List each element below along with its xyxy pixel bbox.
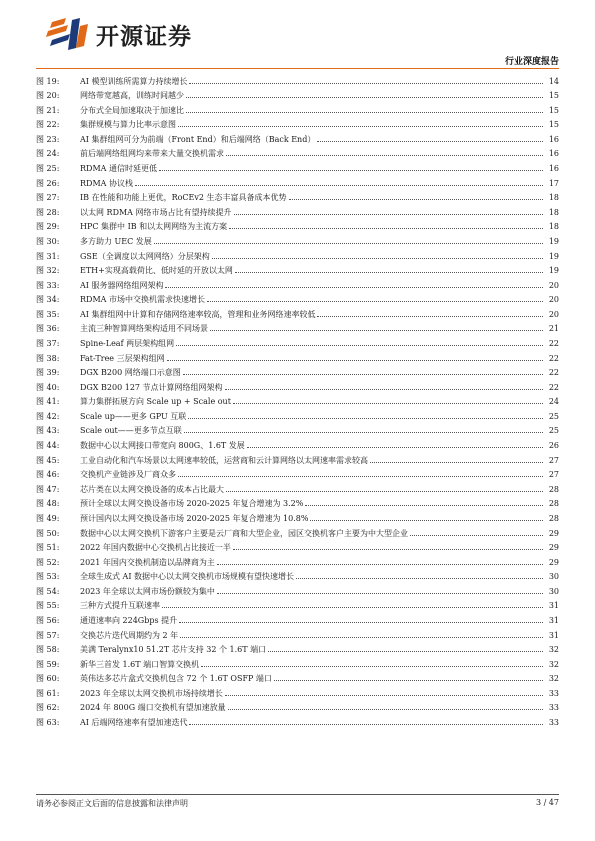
figure-number: 图 40: [36,382,60,392]
toc-entry[interactable] [36,670,559,685]
toc-entry[interactable] [36,262,559,277]
toc-entry[interactable] [36,276,559,291]
figure-number: 图 60: [36,674,60,684]
figure-number: 图 62: [36,703,60,713]
figure-page-number: 33 [548,718,559,728]
figure-page-number: 25 [548,426,559,436]
figure-number: 图 33: [36,280,60,290]
figure-title: 预计国内以太网交换设备市场 2020-2025 年复合增速为 10.8% [80,513,309,523]
report-type-label: 行业深度报告 [504,57,559,67]
figure-title: 算力集群拓展方向 Scale up + Scale out [80,397,231,407]
toc-entry[interactable] [36,699,559,714]
figure-number: 图 41: [36,397,60,407]
figure-title: 以太网 RDMA 网络市场占比有望持续提升 [80,207,232,217]
toc-entry[interactable] [36,87,559,102]
figure-page-number: 31 [548,615,559,625]
figure-title: 数据中心以太网交换机下游客户主要是云厂商和大型企业，园区交换机客户主要为中大型企业 [80,528,408,538]
toc-entry[interactable] [36,466,559,481]
toc-entry[interactable] [36,334,559,349]
toc-entry[interactable] [36,655,559,670]
figure-title: 集群规模与算力比率示意图 [80,120,176,130]
dot-leader [135,185,543,186]
toc-entry[interactable] [36,436,559,451]
figure-title: 多方助力 UEC 发展 [80,236,152,246]
dot-leader [179,622,543,623]
dot-leader [268,651,543,652]
dot-leader [186,97,543,98]
dot-leader [228,709,543,710]
toc-entry[interactable] [36,626,559,641]
figure-page-number: 31 [548,601,559,611]
toc-entry[interactable] [36,597,559,612]
figure-page-number: 28 [548,513,559,523]
figure-title: 预计全球以太网交换设备市场 2020-2025 年复合增速为 3.2% [80,499,304,509]
dot-leader [310,520,543,521]
figure-page-number: 15 [548,105,559,115]
toc-entry[interactable] [36,364,559,379]
toc-entry[interactable] [36,480,559,495]
dot-leader [317,141,543,142]
figure-number: 图 45: [36,455,60,465]
figure-title: HPC 集群中 IB 和以太网网络为主流方案 [80,222,228,232]
figure-number: 图 29: [36,222,60,232]
dot-leader [176,345,543,346]
figure-page-number: 20 [548,280,559,290]
kaiyuan-logo [46,16,192,52]
figure-page-number: 20 [548,309,559,319]
figure-page-number: 14 [548,76,559,86]
dot-leader [178,476,543,477]
figure-title: 全球生成式 AI 数据中心以太网交换机市场规模有望快速增长 [80,572,295,582]
toc-entry[interactable] [36,393,559,408]
toc-entry[interactable] [36,305,559,320]
figure-page-number: 31 [548,630,559,640]
toc-entry[interactable] [36,713,559,728]
toc-entry[interactable] [36,684,559,699]
figure-title: RDMA 协议栈 [80,178,133,188]
figure-title: 美满 Teralynx10 51.2T 芯片支持 32 个 1.6T 端口 [80,645,267,655]
figure-number: 图 37: [36,338,60,348]
figure-number: 图 20: [36,91,60,101]
figure-number: 图 54: [36,586,60,596]
figure-page-number: 18 [548,207,559,217]
figure-number: 图 58: [36,645,60,655]
toc-entry[interactable] [36,611,559,626]
figure-number: 图 63: [36,718,60,728]
dot-leader [305,505,543,506]
toc-entry[interactable] [36,189,559,204]
dot-leader [186,112,543,113]
figure-title: IB 在性能和功能上更优，RoCEv2 生态丰富具备成本优势 [80,193,287,203]
figure-title: 数据中心以太网接口带宽向 800G、1.6T 发展 [80,441,245,451]
toc-entry[interactable] [36,247,559,262]
dot-leader [317,316,543,317]
dot-leader [184,432,543,433]
figure-title: AI 集群组网可分为前端（Front End）和后端网络（Back End） [80,134,316,144]
dot-leader [189,83,543,84]
toc-entry[interactable] [36,320,559,335]
figure-title: 前后端网络组网均来带来大量交换机需求 [80,149,224,159]
footer-disclaimer: 请务必参阅正文后面的信息披露和法律声明 [36,799,188,808]
figure-number: 图 49: [36,513,60,523]
figure-number: 图 22: [36,120,60,130]
figure-number: 图 47: [36,484,60,494]
figure-page-number: 18 [548,193,559,203]
figure-number: 图 30: [36,236,60,246]
dot-leader [234,214,544,215]
figure-page-number: 32 [548,659,559,669]
toc-entry[interactable] [36,159,559,174]
figure-number: 图 44: [36,441,60,451]
figure-title: Scale up——更多 GPU 互联 [80,411,187,421]
figure-number: 图 26: [36,178,60,188]
figure-page-number: 16 [548,149,559,159]
figure-number: 图 48: [36,499,60,509]
figure-page-number: 28 [548,499,559,509]
dot-leader [289,199,543,200]
figure-page-number: 22 [548,382,559,392]
figure-title: 2022 年国内数据中心交换机占比接近一半 [80,543,231,553]
toc-entry[interactable] [36,291,559,306]
figure-page-number: 29 [548,557,559,567]
figure-page-number: 17 [548,178,559,188]
figure-page-number: 30 [548,586,559,596]
figure-page-number: 16 [548,134,559,144]
kaiyuan-logo-icon [46,16,90,52]
dot-leader [159,170,543,171]
figure-number: 图 56: [36,615,60,625]
toc-entry[interactable] [36,539,559,554]
figure-title: 主流三种智算网络架构适用不同场景 [80,324,208,334]
figure-number: 图 51: [36,543,60,553]
figure-page-number: 21 [548,324,559,334]
toc-entry[interactable] [36,145,559,160]
figure-page-number: 32 [548,645,559,655]
toc-entry[interactable] [36,378,559,393]
figure-title: ETH+实现高载荷比、低时延的开放以太网 [80,266,233,276]
toc-entry[interactable] [36,509,559,524]
figure-number: 图 38: [36,353,60,363]
figure-title: Scale out——更多节点互联 [80,426,182,436]
figure-number: 图 27: [36,193,60,203]
toc-entry[interactable] [36,203,559,218]
figure-title: AI 后端网络速率有望加速迭代 [80,718,188,728]
dot-leader [235,272,543,273]
figure-number: 图 52: [36,557,60,567]
dot-leader [217,564,543,565]
figure-title: 工业自动化和汽车场景以太网速率较低，运营商和云计算网络以太网速率需求较高 [80,455,368,465]
figure-number: 图 53: [36,572,60,582]
figure-page-number: 26 [548,441,559,451]
dot-leader [226,491,543,492]
toc-entry[interactable] [36,568,559,583]
figure-title: 交换机产业链涉及厂商众多 [80,470,176,480]
figure-number: 图 42: [36,411,60,421]
figure-page-number: 33 [548,703,559,713]
page-number: 3 / 47 [535,798,559,807]
figure-number: 图 32: [36,266,60,276]
dot-leader [233,403,543,404]
figure-number: 图 39: [36,368,60,378]
toc-entry[interactable] [36,641,559,656]
dot-leader [233,549,543,550]
figure-page-number: 15 [548,91,559,101]
logo-text: 开源证券 [96,23,192,50]
figure-page-number: 16 [548,164,559,174]
figure-page-number: 24 [548,397,559,407]
figure-title: AI 集群组网中计算和存储网络速率较高，管理和业务网络速率较低 [80,309,316,319]
figure-number: 图 23: [36,134,60,144]
dot-leader [207,301,543,302]
toc-entry[interactable] [36,553,559,568]
figure-page-number: 22 [548,368,559,378]
figure-title: AI 模型训练所需算力持续增长 [80,76,188,86]
figure-page-number: 33 [548,688,559,698]
figure-title: 芯片类在以太网交换设备的成本占比最大 [80,484,224,494]
toc-entry[interactable] [36,451,559,466]
figure-number: 图 59: [36,659,60,669]
figure-title: AI 服务器网络组网架构 [80,280,164,290]
toc-entry[interactable] [36,495,559,510]
figure-title: GSE（全调度以太网网络）分层架构 [80,251,210,261]
dot-leader [180,637,543,638]
dot-leader [274,680,543,681]
figure-title: DGX B200 网络端口示意图 [80,368,181,378]
toc-entry[interactable] [36,422,559,437]
figure-page-number: 19 [548,251,559,261]
toc-entry[interactable] [36,116,559,131]
toc-entry[interactable] [36,72,559,87]
figure-page-number: 15 [548,120,559,130]
figure-number: 图 36: [36,324,60,334]
figure-number: 图 28: [36,207,60,217]
dot-leader [162,607,543,608]
figure-title: 英伟达多芯片盒式交换机包含 72 个 1.6T OSFP 端口 [80,674,272,684]
figure-page-number: 20 [548,295,559,305]
figure-page-number: 18 [548,222,559,232]
figure-title: DGX B200 127 节点计算网络组网架构 [80,382,223,392]
toc-entry[interactable] [36,130,559,145]
figure-number: 图 21: [36,105,60,115]
dot-leader [226,155,543,156]
figure-page-number: 22 [548,353,559,363]
figure-number: 图 24: [36,149,60,159]
figure-title: RDMA 通信时延更低 [80,164,157,174]
dot-leader [217,593,543,594]
dot-leader [210,330,543,331]
dot-leader [201,666,543,667]
figure-index-list [36,72,559,728]
dot-leader [410,535,543,536]
toc-entry[interactable] [36,407,559,422]
header-divider [36,68,559,69]
figure-page-number: 29 [548,543,559,553]
toc-entry[interactable] [36,232,559,247]
dot-leader [370,462,543,463]
footer-divider [36,794,559,795]
figure-number: 图 34: [36,295,60,305]
dot-leader [154,243,543,244]
figure-page-number: 19 [548,236,559,246]
dot-leader [188,418,543,419]
figure-title: 分布式全局加速取决于加速比 [80,105,184,115]
figure-page-number: 30 [548,572,559,582]
dot-leader [225,695,543,696]
toc-entry[interactable] [36,582,559,597]
figure-title: 2023 年全球以太网交换机市场持续增长 [80,688,223,698]
figure-number: 图 35: [36,309,60,319]
figure-title: RDMA 市场中交换机需求快速增长 [80,295,205,305]
figure-page-number: 27 [548,470,559,480]
dot-leader [183,374,543,375]
page-header [0,0,595,70]
dot-leader [178,126,543,127]
figure-number: 图 31: [36,251,60,261]
figure-number: 图 43: [36,426,60,436]
toc-entry[interactable] [36,218,559,233]
figure-number: 图 55: [36,601,60,611]
dot-leader [225,389,543,390]
figure-title: 2024 年 800G 端口交换机有望加速放量 [80,703,226,713]
figure-page-number: 25 [548,411,559,421]
dot-leader [189,724,543,725]
dot-leader [229,228,543,229]
figure-number: 图 57: [36,630,60,640]
figure-page-number: 29 [548,528,559,538]
figure-title: 三种方式提升互联速率 [80,601,160,611]
figure-page-number: 22 [548,338,559,348]
figure-title: 新华三首发 1.6T 端口智算交换机 [80,659,200,669]
figure-title: Spine-Leaf 两层架构组网 [80,338,175,348]
figure-number: 图 19: [36,76,60,86]
toc-entry[interactable] [36,349,559,364]
dot-leader [165,287,543,288]
figure-page-number: 19 [548,266,559,276]
figure-title: 2021 年国内交换机制造以品牌商为主 [80,557,215,567]
toc-entry[interactable] [36,174,559,189]
figure-title: 通道速率向 224Gbps 提升 [80,615,178,625]
figure-title: 网络带宽越高，训练时间越少 [80,91,184,101]
figure-page-number: 28 [548,484,559,494]
dot-leader [212,258,543,259]
figure-number: 图 46: [36,470,60,480]
dot-leader [247,447,543,448]
figure-number: 图 61: [36,688,60,698]
figure-page-number: 27 [548,455,559,465]
figure-title: 交换芯片迭代周期约为 2 年 [80,630,179,640]
figure-title: 2023 年全球以太网市场份额较为集中 [80,586,215,596]
dot-leader [296,578,543,579]
figure-title: Fat-Tree 三层架构组网 [80,353,165,363]
figure-number: 图 25: [36,164,60,174]
figure-page-number: 32 [548,674,559,684]
figure-number: 图 50: [36,528,60,538]
dot-leader [167,360,543,361]
toc-entry[interactable] [36,101,559,116]
toc-entry[interactable] [36,524,559,539]
